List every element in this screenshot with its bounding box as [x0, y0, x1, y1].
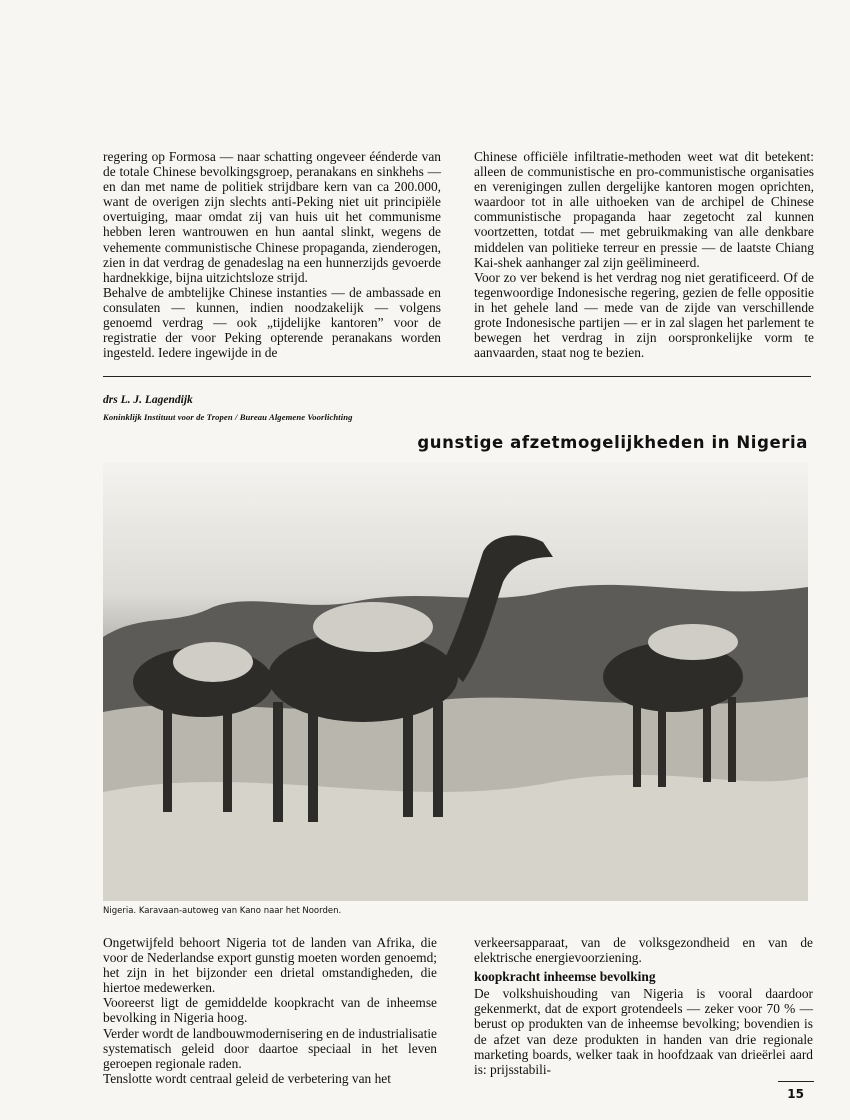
paragraph: Tenslotte wordt centraal geleid de verbetering van het: [103, 1070, 391, 1086]
photo-caption: Nigeria. Karavaan-autoweg van Kano naar het Noorden.: [103, 906, 342, 916]
top-right-column: [474, 149, 814, 360]
bottom-right-column: [474, 935, 813, 1077]
bottom-left-column: [103, 935, 437, 1086]
paragraph: Ongetwijfeld behoort Nigeria tot de landen van Afrika, die voor de Nederlandse export gunstig moeten worden genoemd; het zijn in het bijzonder een drietal omstandigheden, die hiertoe medewerken.: [103, 935, 437, 996]
paragraph: Behalve de ambtelijke Chinese instanties — de ambassade en consulaten — kunnen, indien noodzakelijk — volgens genoemd verdrag — ook „tijdelijke kantoren” voor de registratie der voor Peking opterende peranakans worden ingesteld. Iedere ingewijde in de: [103, 284, 441, 361]
paragraph: Voor zo ver bekend is het verdrag nog niet geratificeerd. Of de tegenwoordige Indonesische regering, gezien de felle oppositie in het gehele land — mede van de zijde van verschillende grote Indonesische partijen — er in zal slagen het parlement te bewegen het verdrag in zijn oorspronkelijke vorm te aanvaarden, staat nog te bezien.: [474, 269, 814, 361]
paragraph: Verder wordt de landbouwmodernisering en de industrialisatie systematisch geleid door daartoe speciaal in het leven geroepen regionale raden.: [103, 1025, 437, 1071]
author-affiliation: Koninklijk Instituut voor de Tropen / Bureau Algemene Voorlichting: [103, 412, 353, 422]
camel-caravan-photo: [103, 462, 808, 901]
paragraph: Chinese officiële infiltratie-methoden weet wat dit betekent: alleen de communistische en pro-communistische organisaties en verenigingen zullen dergelijke kantoren mogen oprichten, waardoor tot in alle uithoeken van de archipel de Chinese communistische propaganda haar zegetocht zal kunnen voortzetten, totdat — met gebruikmaking van alle denkbare middelen van politieke terreur en pressie — de laatste Chiang Kai-shek aanhanger zal zijn geëlimineerd.: [474, 149, 814, 270]
article-headline: gunstige afzetmogelijkheden in Nigeria: [417, 433, 808, 452]
paragraph: regering op Formosa — naar schatting ongeveer éénderde van de totale Chinese bevolkingsgroep, peranakans en sinkhehs — en dan met name de politiek strijdbare kern van ca 200.000, want de overigen zijn slechts anti-Peking niet uit principiële overtuiging, maar omdat zij van huis uit het communisme hebben leren wantrouwen en hun aantal slinkt, wegens de vehemente communistische Chinese propaganda, zienderogen, zien in dat verdrag de genadeslag na een hunnerzijds gevoerde hardnekkige, bijna uitzichtsloze strijd.: [103, 149, 441, 285]
paragraph: De volkshuishouding van Nigeria is vooral daardoor gekenmerkt, dat de export grotendeels — zeker voor 70 % — berust op produkten van de inheemse bevolking; bovendien is de afzet van deze produkten in handen van drie regionale marketing boards, welker taak in hoofdzaak van drieërlei aard is: prijsstabili-: [474, 986, 813, 1077]
top-left-column: [103, 149, 441, 360]
paragraph: verkeersapparaat, van de volksgezondheid en van de elektrische energievoorziening.: [474, 935, 813, 966]
section-divider: [103, 376, 811, 377]
page-number-rule: [778, 1081, 814, 1082]
author-name: drs L. J. Lagendijk: [103, 394, 193, 406]
paragraph: Vooreerst ligt de gemiddelde koopkracht van de inheemse bevolking in Nigeria hoog.: [103, 995, 437, 1026]
page-number: 15: [787, 1087, 804, 1101]
section-subheading: koopkracht inheemse bevolking: [474, 969, 656, 985]
